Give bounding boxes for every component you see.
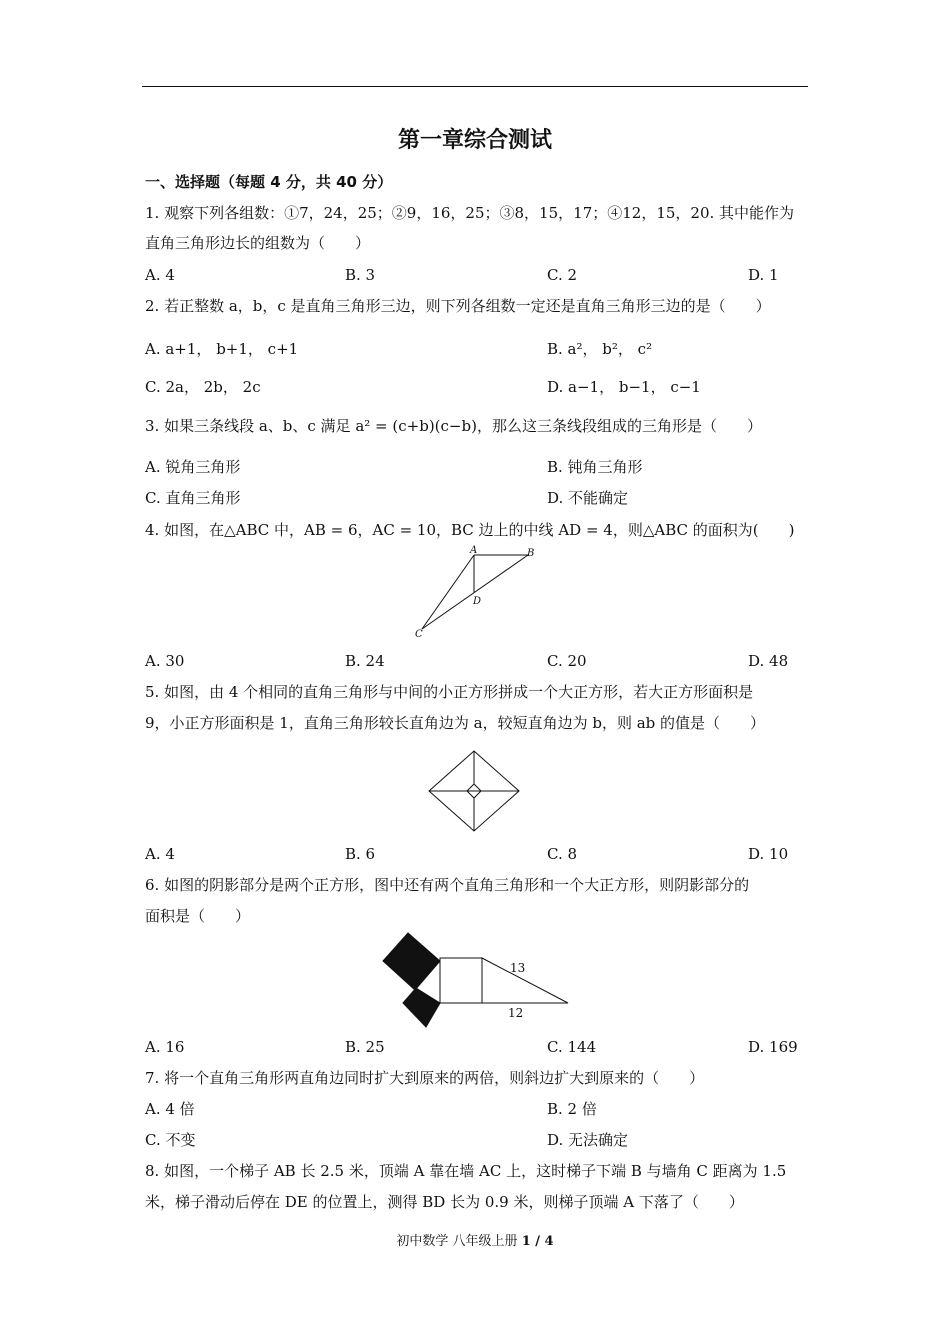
q6-option-b: B. 25 (345, 1038, 385, 1056)
label-d: D (473, 596, 482, 607)
question-8-line1: 8. 如图，一个梯子 AB 长 2.5 米，顶端 A 靠在墙 AC 上，这时梯子下端 B 与墙角 C 距离为 1.5 (145, 1162, 787, 1180)
page-number: 1 / 4 (521, 1234, 554, 1249)
q6-option-d: D. 169 (748, 1038, 798, 1056)
page-title: 第一章综合测试 (397, 128, 552, 153)
q4-option-c: C. 20 (547, 652, 587, 670)
q6-option-c: C. 144 (547, 1038, 597, 1056)
q2-option-b: B. a²， b²， c² (547, 340, 653, 358)
question-3-line1: 3. 如果三条线段 a、b、c 满足 a² = (c+b)(c−b)，那么这三条线段组成的三角形是（ ） (145, 417, 762, 435)
question-1-line2: 直角三角形边长的组数为（ ） (145, 234, 371, 252)
shaded-square-small (403, 988, 440, 1027)
q4-option-a: A. 30 (145, 652, 185, 670)
q1-option-b: B. 3 (345, 266, 376, 284)
q2-option-c: C. 2a， 2b， 2c (145, 378, 261, 396)
q2-option-a: A. a+1， b+1， c+1 (145, 340, 299, 358)
page-footer (0, 1230, 950, 1249)
question-7-line1: 7. 将一个直角三角形两直角边同时扩大到原来的两倍，则斜边扩大到原来的（ ） (145, 1069, 705, 1087)
segment-ac (422, 555, 474, 629)
footer-text: 初中数学 八年级上册 (396, 1234, 522, 1249)
question-6-line1: 6. 如图的阴影部分是两个正方形，图中还有两个直角三角形和一个大正方形，则阴影部分的 (145, 876, 750, 894)
q7-option-b: B. 2 倍 (547, 1100, 597, 1118)
q3-option-a: A. 锐角三角形 (145, 458, 241, 476)
q4-option-b: B. 24 (345, 652, 385, 670)
question-5-line1: 5. 如图，由 4 个相同的直角三角形与中间的小正方形拼成一个大正方形，若大正方形面积是 (145, 683, 754, 701)
q3-option-d: D. 不能确定 (547, 489, 629, 507)
label-12: 12 (508, 1006, 524, 1020)
section-heading: 一、选择题（每题 4 分，共 40 分） (145, 173, 393, 191)
label-c: C (415, 629, 423, 640)
question-1-line1: 1. 观察下列各组数：①7，24，25；②9，16，25；③8，15，17；④12，15，20. 其中能作为 (145, 204, 795, 222)
q5-option-c: C. 8 (547, 845, 578, 863)
shaded-square-large (383, 933, 440, 990)
q4-option-d: D. 48 (748, 652, 789, 670)
q5-option-b: B. 6 (345, 845, 376, 863)
big-square (440, 958, 482, 1003)
q3-option-c: C. 直角三角形 (145, 489, 241, 507)
q1-option-a: A. 4 (145, 266, 175, 284)
question-8-line2: 米，梯子滑动后停在 DE 的位置上，测得 BD 长为 0.9 米，则梯子顶端 A 下落了（ ） (145, 1193, 744, 1211)
question-4-line1: 4. 如图，在△ABC 中，AB = 6，AC = 10，BC 边上的中线 AD = 4，则△ABC 的面积为( ) (145, 521, 795, 539)
label-b: B (527, 548, 535, 559)
square-puzzle-figure (426, 748, 526, 834)
q3-option-b: B. 钝角三角形 (547, 458, 643, 476)
q7-option-d: D. 无法确定 (547, 1131, 629, 1149)
label-a: A (470, 545, 478, 556)
question-6-line2: 面积是（ ） (145, 907, 251, 925)
label-13: 13 (510, 961, 526, 975)
q5-option-a: A. 4 (145, 845, 175, 863)
question-2-line1: 2. 若正整数 a，b，c 是直角三角形三边，则下列各组数一定还是直角三角形三边的是（ ） (145, 297, 771, 315)
triangle-abc-figure (410, 545, 540, 640)
question-5-line2: 9，小正方形面积是 1，直角三角形较长直角边为 a，较短直角边为 b，则 ab 的值是（ ） (145, 714, 766, 732)
q1-option-d: D. 1 (748, 266, 779, 284)
q7-option-a: A. 4 倍 (145, 1100, 195, 1118)
shaded-squares-figure (378, 928, 573, 1030)
header-rule (142, 86, 808, 87)
q7-option-c: C. 不变 (145, 1131, 196, 1149)
segment-bc (422, 555, 528, 629)
q5-option-d: D. 10 (748, 845, 789, 863)
q2-option-d: D. a−1， b−1， c−1 (547, 378, 701, 396)
q6-option-a: A. 16 (145, 1038, 185, 1056)
q1-option-c: C. 2 (547, 266, 578, 284)
